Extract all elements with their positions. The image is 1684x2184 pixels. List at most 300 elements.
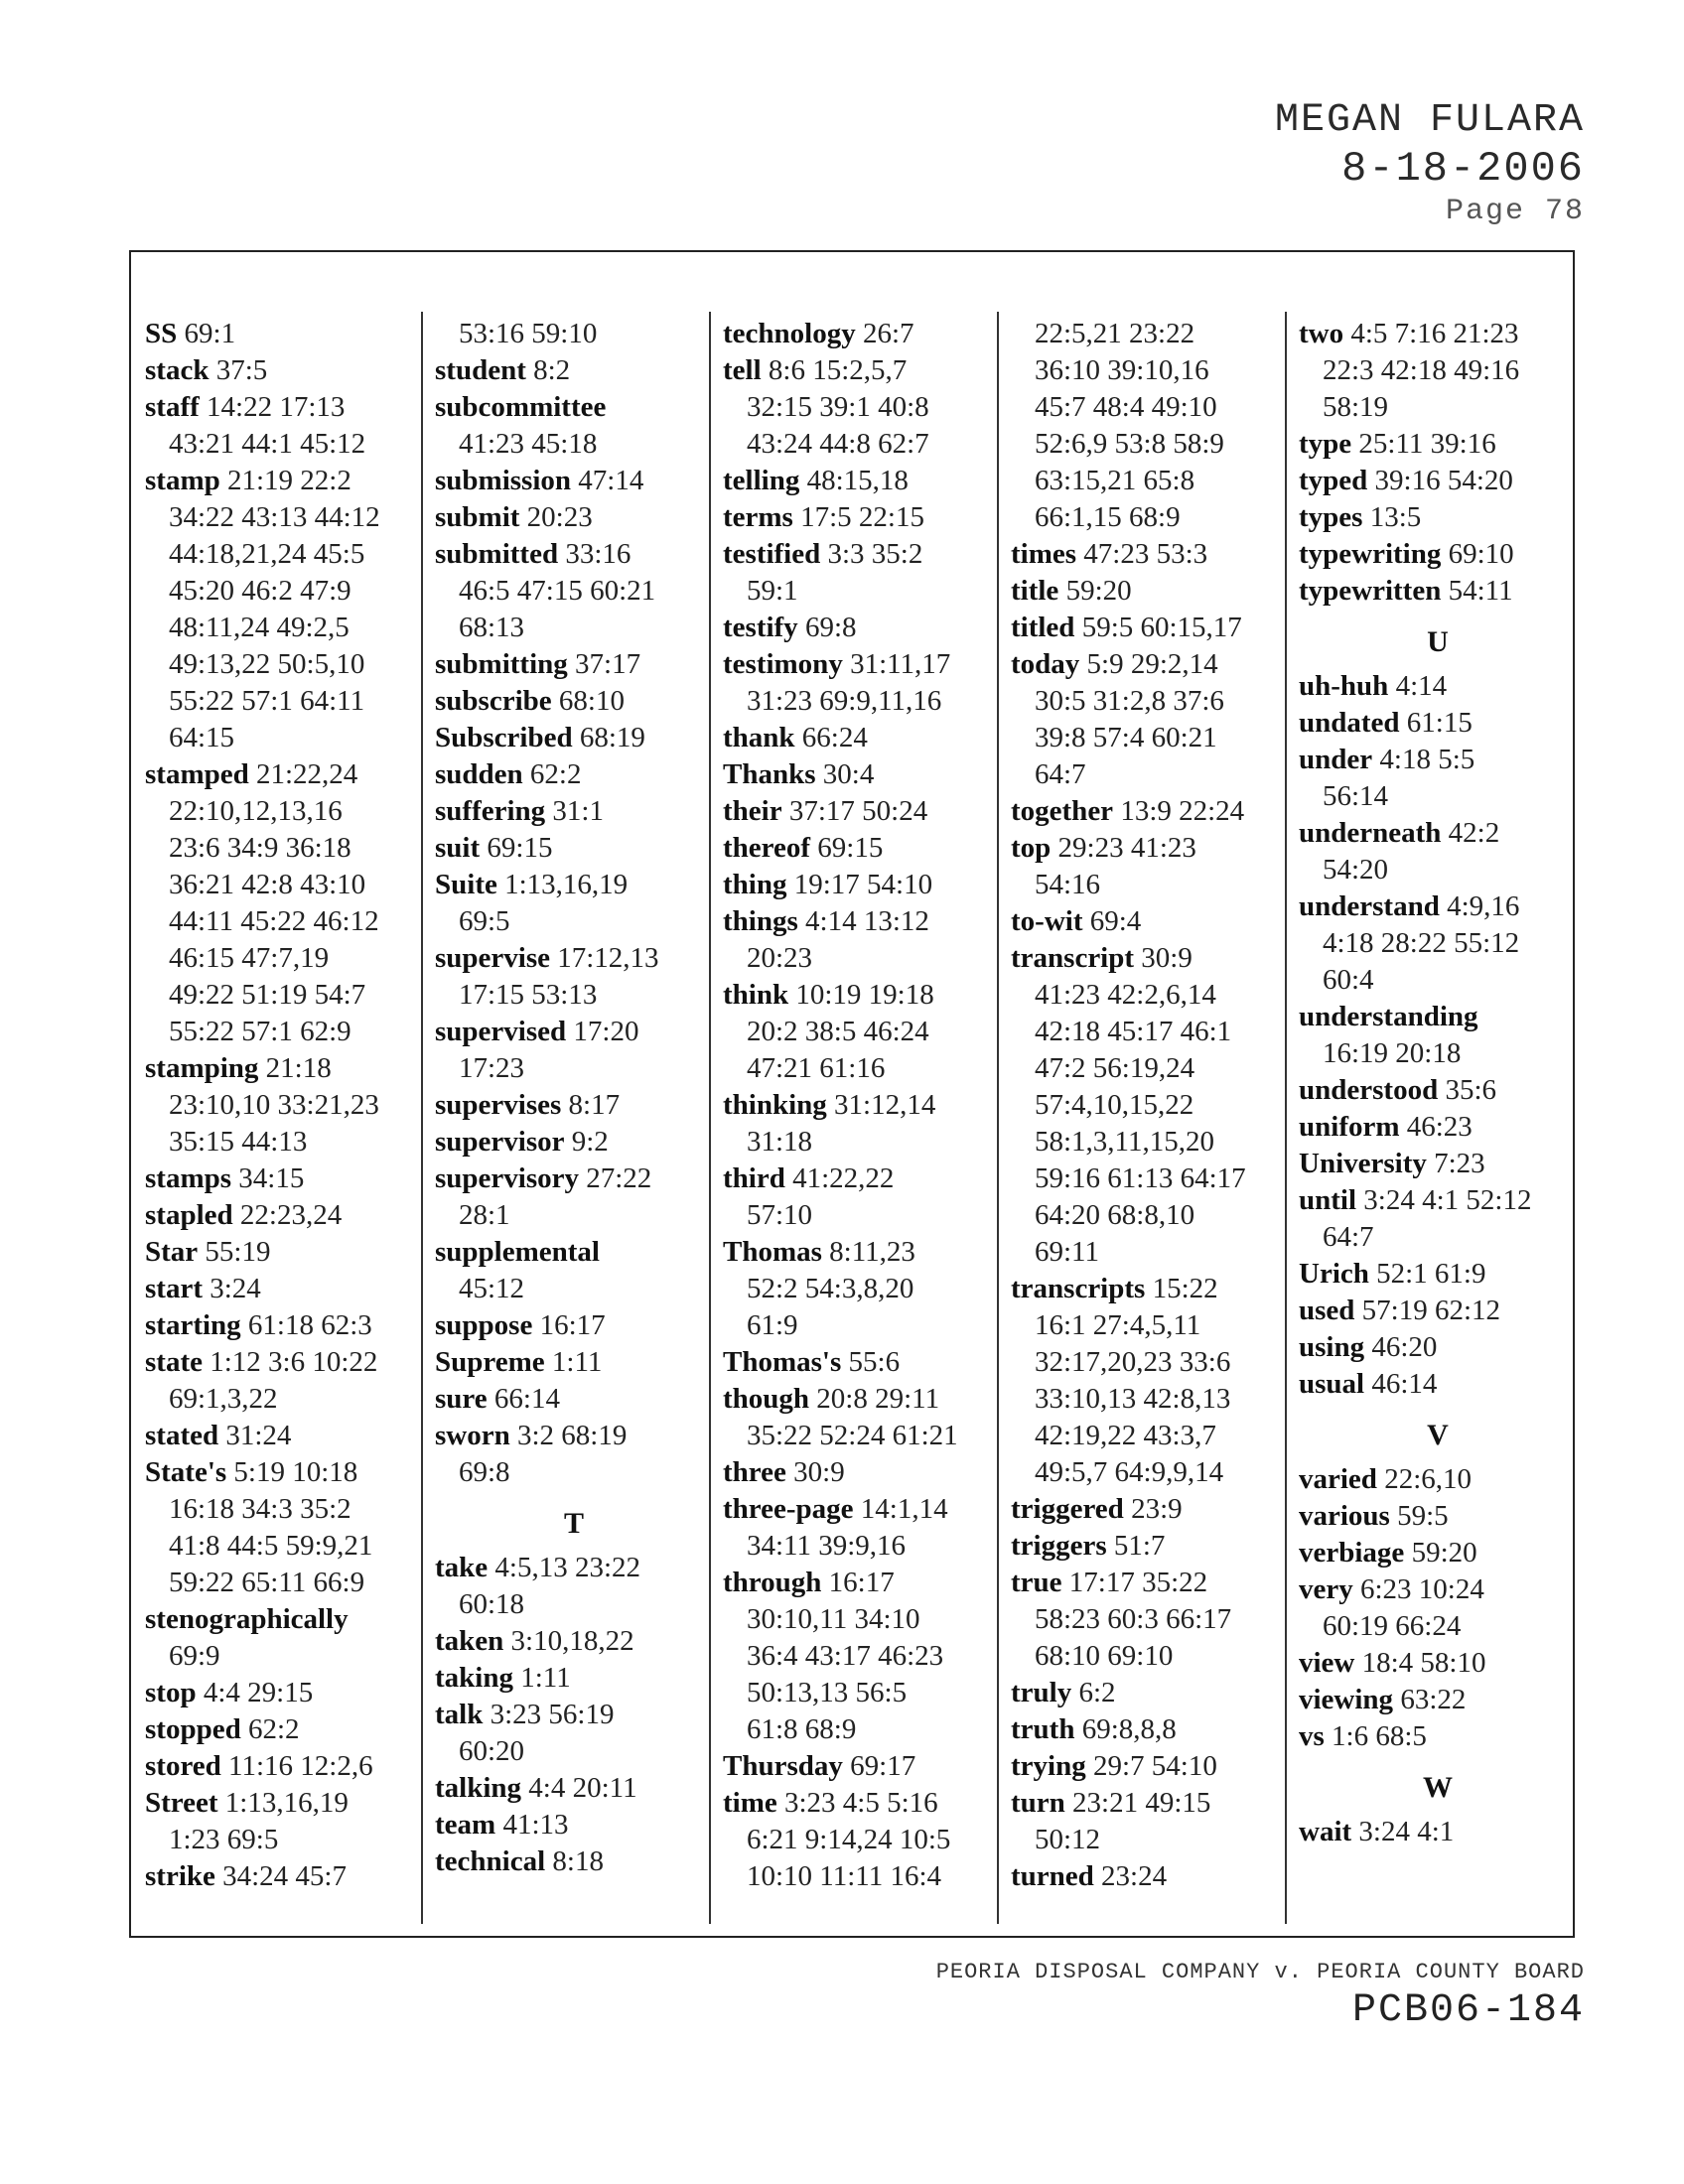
index-term: transcript: [1011, 942, 1135, 974]
page-line-refs: 15:22: [1152, 1273, 1218, 1304]
index-entry-line: [723, 646, 1001, 683]
index-entry: [1299, 815, 1577, 888]
index-entry-line: [1299, 1814, 1577, 1850]
index-entry-line: [1011, 1675, 1289, 1711]
index-entry: [145, 1271, 423, 1307]
page-line-refs: 16:17: [828, 1567, 895, 1598]
index-entry-line: [1299, 1182, 1577, 1219]
page-line-refs: 41:13: [502, 1809, 569, 1841]
page-line-refs: 19:17 54:10: [793, 869, 933, 900]
index-entry: [723, 352, 1001, 463]
index-term: talking: [435, 1772, 522, 1804]
page-line-refs: 54:20: [1323, 854, 1389, 886]
index-term: SS: [145, 318, 178, 349]
index-term: supervises: [435, 1089, 562, 1121]
index-entry-line: [145, 1197, 423, 1234]
page-line-refs: 4:5 7:16 21:23: [1350, 318, 1519, 349]
index-entry-line: [145, 1675, 423, 1711]
page-line-refs: 30:4: [822, 758, 875, 790]
index-entry: [1011, 316, 1289, 536]
index-term: staff: [145, 391, 200, 423]
page-line-refs: 49:13,22 50:5,10: [169, 648, 365, 680]
index-term: truly: [1011, 1677, 1072, 1708]
index-term: to-wit: [1011, 905, 1083, 937]
index-term: suppose: [435, 1309, 533, 1341]
index-entry-line: [435, 499, 713, 536]
index-entry: [435, 1697, 713, 1770]
index-entry-line: [1299, 999, 1577, 1035]
index-entry: [435, 1770, 713, 1807]
index-term: uh-huh: [1299, 670, 1389, 702]
index-entry: [145, 1601, 423, 1675]
index-term: sudden: [435, 758, 523, 790]
section-letter: U: [1427, 625, 1449, 658]
index-term: their: [723, 795, 782, 827]
page-line-refs: 45:12: [459, 1273, 525, 1304]
page-line-refs: 20:23: [526, 501, 593, 533]
index-entry-line: [723, 499, 1001, 536]
index-entry-line: [1299, 888, 1577, 925]
index-term: thing: [723, 869, 787, 900]
page-line-refs: 41:23 42:2,6,14: [1035, 979, 1216, 1011]
index-entry: [435, 646, 713, 683]
index-term: Thomas: [723, 1236, 822, 1268]
page-line-refs: 4:4 20:11: [528, 1772, 637, 1804]
index-term: testified: [723, 538, 821, 570]
index-entry-line: [1299, 1682, 1577, 1718]
index-entry: [1011, 793, 1289, 830]
page-line-refs: 69:1,3,22: [169, 1383, 278, 1415]
index-term: three: [723, 1456, 786, 1488]
page-line-refs: 47:21 61:16: [747, 1052, 886, 1084]
index-entry-line: [435, 352, 713, 389]
page-line-refs: 58:1,3,11,15,20: [1035, 1126, 1214, 1158]
index-entry: [1011, 1711, 1289, 1748]
index-entry-line: [145, 389, 423, 426]
index-entry-line: [1299, 1461, 1577, 1498]
page-line-refs: 1:13,16,19: [224, 1787, 349, 1819]
index-entry-line: [145, 1271, 423, 1307]
page-line-refs: 59:1: [747, 575, 798, 607]
index-entry-line: [435, 1697, 713, 1733]
index-entry: [145, 1785, 423, 1858]
page-line-refs: 50:13,13 56:5: [747, 1677, 908, 1708]
page-line-refs: 1:23 69:5: [169, 1824, 279, 1855]
page-line-refs: 4:4 29:15: [203, 1677, 314, 1708]
index-term: Star: [145, 1236, 199, 1268]
index-entry: [1011, 1675, 1289, 1711]
index-entry-line: [723, 977, 1001, 1014]
page-line-refs: 69:4: [1089, 905, 1142, 937]
index-entry-line: [1299, 426, 1577, 463]
index-entry: [1011, 1271, 1289, 1491]
page-line-refs: 3:24 4:1: [1358, 1816, 1455, 1847]
index-term: today: [1011, 648, 1080, 680]
page-line-refs: 60:4: [1323, 964, 1374, 996]
index-entry: [1011, 573, 1289, 610]
page-line-refs: 55:6: [848, 1346, 901, 1378]
index-entry-line: [435, 389, 713, 426]
index-entry-line: [145, 1601, 423, 1638]
page-line-refs: 1:12 3:6 10:22: [210, 1346, 378, 1378]
index-term: starting: [145, 1309, 241, 1341]
page-line-refs: 48:11,24 49:2,5: [169, 612, 350, 643]
index-term: though: [723, 1383, 810, 1415]
page-line-refs: 44:11 45:22 46:12: [169, 905, 379, 937]
index-entry: [145, 1307, 423, 1344]
page-line-refs: 69:8: [804, 612, 857, 643]
page-line-refs: 48:15,18: [806, 465, 909, 496]
index-entry: [1011, 1748, 1289, 1785]
index-entry-line: [145, 1307, 423, 1344]
index-entry-line: [723, 1381, 1001, 1418]
index-entry: [435, 830, 713, 867]
page-line-refs: 69:5: [459, 905, 510, 937]
index-column-5: [1299, 316, 1577, 1850]
index-entry-line: [1011, 573, 1289, 610]
deposition-date: 8-18-2006: [1341, 145, 1585, 193]
section-letter: W: [1423, 1771, 1453, 1804]
index-term: two: [1299, 318, 1344, 349]
index-entry: [145, 756, 423, 1050]
index-entry: [1011, 610, 1289, 646]
index-entry: [145, 1050, 423, 1160]
index-entry-line: [1299, 499, 1577, 536]
page-line-refs: 16:18 34:3 35:2: [169, 1493, 351, 1525]
page-line-refs: 17:15 53:13: [459, 979, 598, 1011]
page-line-refs: 14:22 17:13: [207, 391, 346, 423]
page-line-refs: 3:23 4:5 5:16: [784, 1787, 938, 1819]
index-column-3: [723, 316, 1001, 1895]
index-entry: [723, 1234, 1001, 1344]
page-line-refs: 69:15: [487, 832, 553, 864]
page-line-refs: 69:10: [1448, 538, 1514, 570]
page-line-refs: 60:20: [459, 1735, 525, 1767]
index-entry: [1299, 426, 1577, 463]
index-entry-line: [1299, 1498, 1577, 1535]
index-term: technology: [723, 318, 856, 349]
page-line-refs: 46:14: [1371, 1368, 1438, 1400]
index-term: suit: [435, 832, 481, 864]
index-term: uniform: [1299, 1111, 1400, 1143]
page-line-refs: 11:16 12:2,6: [228, 1750, 373, 1782]
index-term: titled: [1011, 612, 1075, 643]
index-entry-line: [435, 1014, 713, 1050]
index-entry-line: [435, 867, 713, 903]
page-line-refs: 47:14: [578, 465, 644, 496]
index-term: third: [723, 1162, 785, 1194]
index-column-4: [1011, 316, 1289, 1895]
index-entry: [145, 316, 423, 352]
page-line-refs: 61:8 68:9: [747, 1713, 857, 1745]
page-line-refs: 3:23 56:19: [490, 1699, 615, 1730]
index-entry-line: [723, 793, 1001, 830]
page-line-refs: 36:10 39:10,16: [1035, 354, 1209, 386]
index-column-2: [435, 316, 713, 1880]
index-entry: [1011, 830, 1289, 903]
page-line-refs: 61:18 62:3: [247, 1309, 372, 1341]
index-entry-line: [435, 1124, 713, 1160]
page-line-refs: 5:9 29:2,14: [1086, 648, 1218, 680]
page-line-refs: 59:5 60:15,17: [1081, 612, 1242, 643]
page-line-refs: 52:1 61:9: [1376, 1258, 1486, 1290]
column-divider: [421, 312, 423, 1924]
index-term: University: [1299, 1148, 1427, 1179]
index-term: vs: [1299, 1720, 1325, 1752]
index-entry-line: [435, 1418, 713, 1454]
column-divider: [997, 312, 999, 1924]
page-line-refs: 68:19: [579, 722, 645, 753]
index-entry: [1299, 742, 1577, 815]
index-term: stamped: [145, 758, 249, 790]
index-entry: [1299, 1329, 1577, 1366]
page-line-refs: 41:8 44:5 59:9,21: [169, 1530, 373, 1562]
index-entry-line: [723, 720, 1001, 756]
page-line-refs: 3:3 35:2: [827, 538, 923, 570]
page-line-refs: 61:15: [1406, 707, 1473, 739]
index-term: technical: [435, 1845, 546, 1877]
index-entry-line: [1299, 668, 1577, 705]
index-entry: [1011, 1785, 1289, 1858]
deponent-name: MEGAN FULARA: [1274, 98, 1585, 143]
index-term: supplemental: [435, 1236, 600, 1268]
index-entry: [1299, 1535, 1577, 1571]
page-line-refs: 49:5,7 64:9,9,14: [1035, 1456, 1224, 1488]
index-entry: [435, 1087, 713, 1124]
page-line-refs: 42:18 45:17 46:1: [1035, 1016, 1232, 1047]
page-line-refs: 20:2 38:5 46:24: [747, 1016, 929, 1047]
page-line-refs: 3:2 68:19: [516, 1420, 628, 1451]
index-entry: [1299, 888, 1577, 999]
page-line-refs: 47:2 56:19,24: [1035, 1052, 1195, 1084]
page-line-refs: 21:22,24: [255, 758, 358, 790]
page-line-refs: 13:5: [1369, 501, 1422, 533]
page-line-refs: 3:10,18,22: [510, 1625, 634, 1657]
page-line-refs: 1:11: [520, 1662, 571, 1694]
page-line-refs: 16:1 27:4,5,11: [1035, 1309, 1201, 1341]
page-number: Page 78: [1445, 195, 1585, 228]
index-term: view: [1299, 1647, 1355, 1679]
index-entry-line: [1299, 1146, 1577, 1182]
page-line-refs: 50:12: [1035, 1824, 1101, 1855]
index-term: state: [145, 1346, 203, 1378]
index-entry: [723, 1748, 1001, 1785]
index-entry-line: [723, 1565, 1001, 1601]
index-entry: [723, 1491, 1001, 1565]
index-entry-line: [723, 352, 1001, 389]
page-line-refs: 4:18 28:22 55:12: [1323, 927, 1520, 959]
page-line-refs: 45:7 48:4 49:10: [1035, 391, 1217, 423]
index-term: supervisory: [435, 1162, 579, 1194]
page-line-refs: 4:14: [1395, 670, 1448, 702]
index-entry-line: [1299, 536, 1577, 573]
page-line-refs: 4:9,16: [1447, 890, 1520, 922]
index-entry: [1011, 1491, 1289, 1528]
index-entry-line: [435, 1807, 713, 1843]
column-divider: [709, 312, 711, 1924]
index-entry: [1299, 1072, 1577, 1109]
index-entry: [723, 316, 1001, 352]
page-line-refs: 44:18,21,24 45:5: [169, 538, 365, 570]
page-line-refs: 60:19 66:24: [1323, 1610, 1462, 1642]
page-line-refs: 37:17: [575, 648, 641, 680]
index-term: Thursday: [723, 1750, 843, 1782]
index-entry-line: [1299, 742, 1577, 778]
index-entry-line: [723, 1160, 1001, 1197]
index-entry-line: [723, 610, 1001, 646]
index-entry-line: [435, 1843, 713, 1880]
index-term: type: [1299, 428, 1352, 460]
index-entry-line: [435, 1550, 713, 1586]
page-line-refs: 8:18: [552, 1845, 604, 1877]
page-line-refs: 20:23: [747, 942, 813, 974]
index-entry-line: [145, 1160, 423, 1197]
index-entry: [435, 756, 713, 793]
index-entry-line: [1299, 815, 1577, 852]
page-line-refs: 45:20 46:2 47:9: [169, 575, 351, 607]
index-entry-line: [723, 903, 1001, 940]
index-entry: [1299, 499, 1577, 536]
page-line-refs: 16:17: [539, 1309, 606, 1341]
page-line-refs: 16:19 20:18: [1323, 1037, 1462, 1069]
index-entry-line: [1299, 1329, 1577, 1366]
index-term: strike: [145, 1860, 215, 1892]
index-entry: [1011, 1528, 1289, 1565]
index-entry-line: [1299, 1072, 1577, 1109]
index-entry-line: [1011, 536, 1289, 573]
page-line-refs: 6:21 9:14,24 10:5: [747, 1824, 951, 1855]
index-term: stack: [145, 354, 210, 386]
page-line-refs: 31:18: [747, 1126, 813, 1158]
page-line-refs: 21:19 22:2: [226, 465, 351, 496]
page-line-refs: 4:18 5:5: [1379, 744, 1475, 775]
index-entry-line: [435, 720, 713, 756]
index-term: think: [723, 979, 789, 1011]
index-entry-line: [145, 1454, 423, 1491]
page-line-refs: 10:10 11:11 16:4: [747, 1860, 942, 1892]
page-line-refs: 23:10,10 33:21,23: [169, 1089, 379, 1121]
page-line-refs: 17:20: [573, 1016, 639, 1047]
page-line-refs: 31:11,17: [850, 648, 951, 680]
index-entry: [723, 610, 1001, 646]
page-line-refs: 39:8 57:4 60:21: [1035, 722, 1217, 753]
section-letter: V: [1427, 1419, 1449, 1451]
index-entry: [723, 499, 1001, 536]
index-entry-line: [435, 940, 713, 977]
index-entry: [435, 940, 713, 1014]
index-term: wait: [1299, 1816, 1352, 1847]
page-line-refs: 52:6,9 53:8 58:9: [1035, 428, 1224, 460]
index-entry-line: [1299, 1718, 1577, 1755]
index-entry: [1299, 1109, 1577, 1146]
page-line-refs: 34:11 39:9,16: [747, 1530, 907, 1562]
index-entry-line: [723, 536, 1001, 573]
index-entry: [1299, 668, 1577, 705]
page-line-refs: 34:22 43:13 44:12: [169, 501, 380, 533]
index-entry-line: [723, 1344, 1001, 1381]
index-entry-line: [435, 1087, 713, 1124]
page-line-refs: 69:15: [817, 832, 884, 864]
page-line-refs: 36:4 43:17 46:23: [747, 1640, 944, 1672]
index-entry: [723, 1344, 1001, 1381]
page-line-refs: 69:8: [459, 1456, 510, 1488]
index-term: Suite: [435, 869, 497, 900]
index-entry-line: [723, 1785, 1001, 1822]
index-entry-line: [1299, 1645, 1577, 1682]
index-term: various: [1299, 1500, 1390, 1532]
index-entry-line: [723, 830, 1001, 867]
index-entry-line: [1011, 903, 1289, 940]
page-line-refs: 47:23 53:3: [1083, 538, 1208, 570]
index-entry: [1011, 1858, 1289, 1895]
page-line-refs: 9:2: [571, 1126, 609, 1158]
index-term: times: [1011, 538, 1077, 570]
page-line-refs: 30:9: [1141, 942, 1193, 974]
page-line-refs: 69:17: [850, 1750, 916, 1782]
index-entry-line: [723, 867, 1001, 903]
index-term: supervisor: [435, 1126, 565, 1158]
index-term: student: [435, 354, 526, 386]
index-frame: [129, 250, 1575, 1938]
case-number: PCB06-184: [1351, 1988, 1585, 2033]
page-line-refs: 64:15: [169, 722, 235, 753]
index-entry-line: [1011, 1711, 1289, 1748]
index-entry-line: [145, 1418, 423, 1454]
index-term: stamp: [145, 465, 220, 496]
page-line-refs: 29:23 41:23: [1057, 832, 1196, 864]
page-line-refs: 22:23,24: [239, 1199, 343, 1231]
index-term: trying: [1011, 1750, 1086, 1782]
index-term: true: [1011, 1567, 1062, 1598]
index-entry: [145, 389, 423, 463]
index-entry-line: [1011, 1748, 1289, 1785]
index-term: subscribe: [435, 685, 552, 717]
page-line-refs: 21:18: [265, 1052, 332, 1084]
page-line-refs: 69:11: [1035, 1236, 1099, 1268]
page-line-refs: 42:19,22 43:3,7: [1035, 1420, 1216, 1451]
page-line-refs: 57:4,10,15,22: [1035, 1089, 1194, 1121]
index-entry: [435, 463, 713, 499]
page-line-refs: 62:2: [247, 1713, 300, 1745]
page-line-refs: 23:21 49:15: [1072, 1787, 1211, 1819]
page-line-refs: 46:5 47:15 60:21: [459, 575, 656, 607]
index-entry-line: [435, 793, 713, 830]
index-entry: [435, 389, 713, 463]
page-line-refs: 6:2: [1078, 1677, 1116, 1708]
index-entry-line: [435, 463, 713, 499]
index-entry: [723, 756, 1001, 793]
index-term: take: [435, 1552, 489, 1583]
index-term: typewriting: [1299, 538, 1442, 570]
page-line-refs: 35:22 52:24 61:21: [747, 1420, 958, 1451]
index-entry: [1299, 1498, 1577, 1535]
index-term: underneath: [1299, 817, 1442, 849]
index-entry: [435, 1660, 713, 1697]
index-entry-line: [723, 1234, 1001, 1271]
index-entry-line: [145, 352, 423, 389]
page-line-refs: 7:23: [1434, 1148, 1485, 1179]
page-line-refs: 1:13,16,19: [504, 869, 629, 900]
index-entry: [145, 1675, 423, 1711]
index-entry-line: [1299, 1366, 1577, 1403]
page-line-refs: 17:17 35:22: [1068, 1567, 1208, 1598]
page-line-refs: 22:6,10: [1384, 1463, 1472, 1495]
index-entry: [435, 1807, 713, 1843]
index-term: Urich: [1299, 1258, 1369, 1290]
page-line-refs: 29:7 54:10: [1092, 1750, 1217, 1782]
index-term: truth: [1011, 1713, 1075, 1745]
page-line-refs: 34:15: [238, 1162, 305, 1194]
